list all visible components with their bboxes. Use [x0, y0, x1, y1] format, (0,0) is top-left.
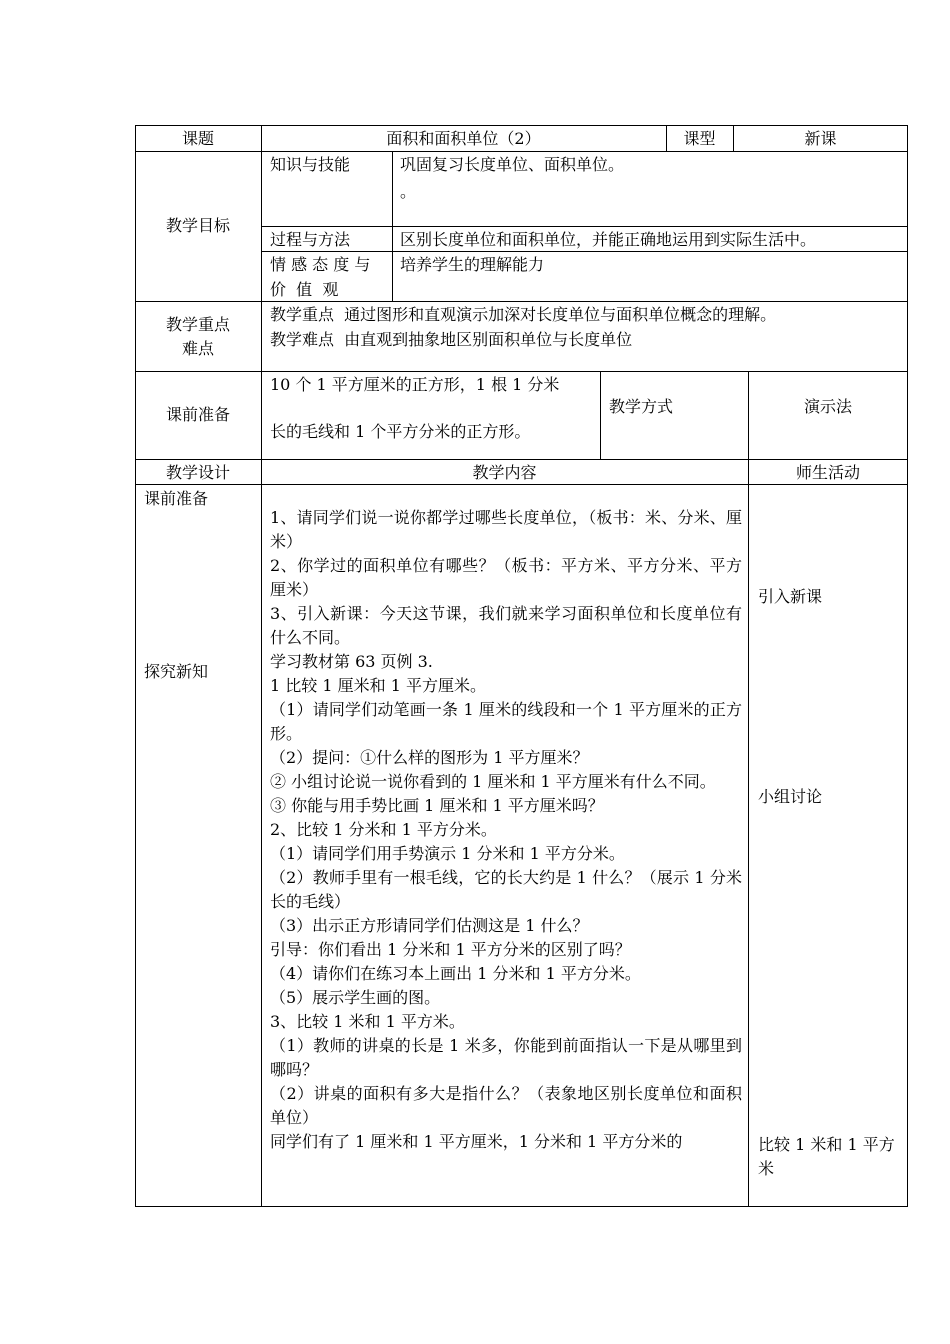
content-line: （5）展示学生画的图。 [270, 988, 441, 1007]
content-line: （1）请同学们动笔画一条 1 厘米的线段和一个 1 平方厘米的正方形。 [270, 700, 742, 743]
content-line: 同学们有了 1 厘米和 1 平方厘米，1 分米和 1 平方分米的 [270, 1132, 683, 1151]
content-line: （3）出示正方形请同学们估测这是 1 什么？ [270, 916, 589, 935]
method-value: 演示法 [803, 397, 852, 416]
content-line: 学习教材第 63 页例 3. [270, 652, 433, 671]
activity-compare: 比较 1 米和 1 平方米 [758, 1135, 895, 1178]
content-line: （2）教师手里有一根毛线，它的长大约是 1 什么？（展示 1 分米长的毛线） [270, 868, 742, 911]
goal-attitude-label-1: 情 感 态 度 与 [270, 255, 371, 274]
difficult-point-line: 教学难点 由直观到抽象地区别面积单位与长度单位 [270, 330, 633, 349]
row-divider [135, 151, 908, 152]
goal-knowledge-value: 巩固复习长度单位、面积单位。 [400, 155, 625, 174]
content-line: 引导：你们看出 1 分米和 1 平方分米的区别了吗？ [270, 940, 631, 959]
goal-process-value: 区别长度单位和面积单位，并能正确地运用到实际生活中。 [400, 230, 817, 249]
row-divider [135, 459, 908, 460]
prep-line-1: 10 个 1 平方厘米的正方形，1 根 1 分米 [270, 375, 560, 394]
design-col-activity: 师生活动 [795, 463, 860, 482]
content-line: 3、比较 1 米和 1 平方米。 [270, 1012, 465, 1031]
col-divider [748, 371, 749, 1207]
row-divider [261, 226, 908, 227]
content-line: （1）教师的讲桌的长是 1 米多，你能到前面指认一下是从哪里到哪吗？ [270, 1036, 742, 1079]
goal-attitude-value: 培养学生的理解能力 [400, 255, 545, 274]
activity-intro: 引入新课 [758, 587, 823, 606]
type-label: 课型 [683, 129, 716, 148]
goal-process-label: 过程与方法 [270, 230, 351, 249]
row-divider [135, 301, 908, 302]
design-col-stage: 教学设计 [165, 463, 230, 482]
topic-value: 面积和面积单位（2） [386, 129, 541, 148]
content-line: 1 比较 1 厘米和 1 平方厘米。 [270, 676, 486, 695]
type-value: 新课 [804, 129, 837, 148]
topic-label: 课题 [181, 129, 214, 148]
prep-label: 课前准备 [165, 405, 230, 424]
content-line: 1、请同学们说一说你都学过哪些长度单位，（板书：米、分米、厘米） [270, 508, 742, 551]
goal-attitude-label-2: 价 值 观 [270, 280, 339, 299]
content-line: 3、引入新课：今天这节课，我们就来学习面积单位和长度单位有什么不同。 [270, 604, 742, 647]
method-label: 教学方式 [609, 397, 674, 416]
content-line: 2、你学过的面积单位有哪些？（板书：平方米、平方分米、平方厘米） [270, 556, 742, 599]
col-divider [600, 371, 601, 459]
content-line: （4）请你们在练习本上画出 1 分米和 1 平方分米。 [270, 964, 641, 983]
content-line: （1）请同学们用手势演示 1 分米和 1 平方分米。 [270, 844, 625, 863]
content-line: ② 小组讨论说一说你看到的 1 厘米和 1 平方厘米有什么不同。 [270, 772, 716, 791]
stage-prep: 课前准备 [144, 489, 209, 508]
key-points-label-2: 难点 [181, 339, 214, 358]
content-line: （2）提问：①什么样的图形为 1 平方厘米？ [270, 748, 589, 767]
content-line: （2）讲桌的面积有多大是指什么？（表象地区别长度单位和面积单位） [270, 1084, 742, 1127]
content-line: 2、比较 1 分米和 1 平方分米。 [270, 820, 497, 839]
lesson-content [270, 506, 742, 1154]
content-line: ③ 你能与用手势比画 1 厘米和 1 平方厘米吗？ [270, 796, 604, 815]
col-divider [261, 125, 262, 1207]
key-points-label-1: 教学重点 [165, 315, 230, 334]
goal-knowledge-extra: 。 [400, 182, 417, 201]
row-divider [135, 371, 908, 372]
design-col-content: 教学内容 [472, 463, 537, 482]
goals-label: 教学目标 [165, 216, 230, 235]
goal-knowledge-label: 知识与技能 [270, 155, 351, 174]
key-point-line: 教学重点 通过图形和直观演示加深对长度单位与面积单位概念的理解。 [270, 305, 777, 324]
prep-line-2: 长的毛线和 1 个平方分米的正方形。 [270, 422, 531, 441]
activity-group-discussion: 小组讨论 [758, 787, 823, 806]
col-divider [392, 151, 393, 301]
stage-explore: 探究新知 [144, 662, 209, 681]
